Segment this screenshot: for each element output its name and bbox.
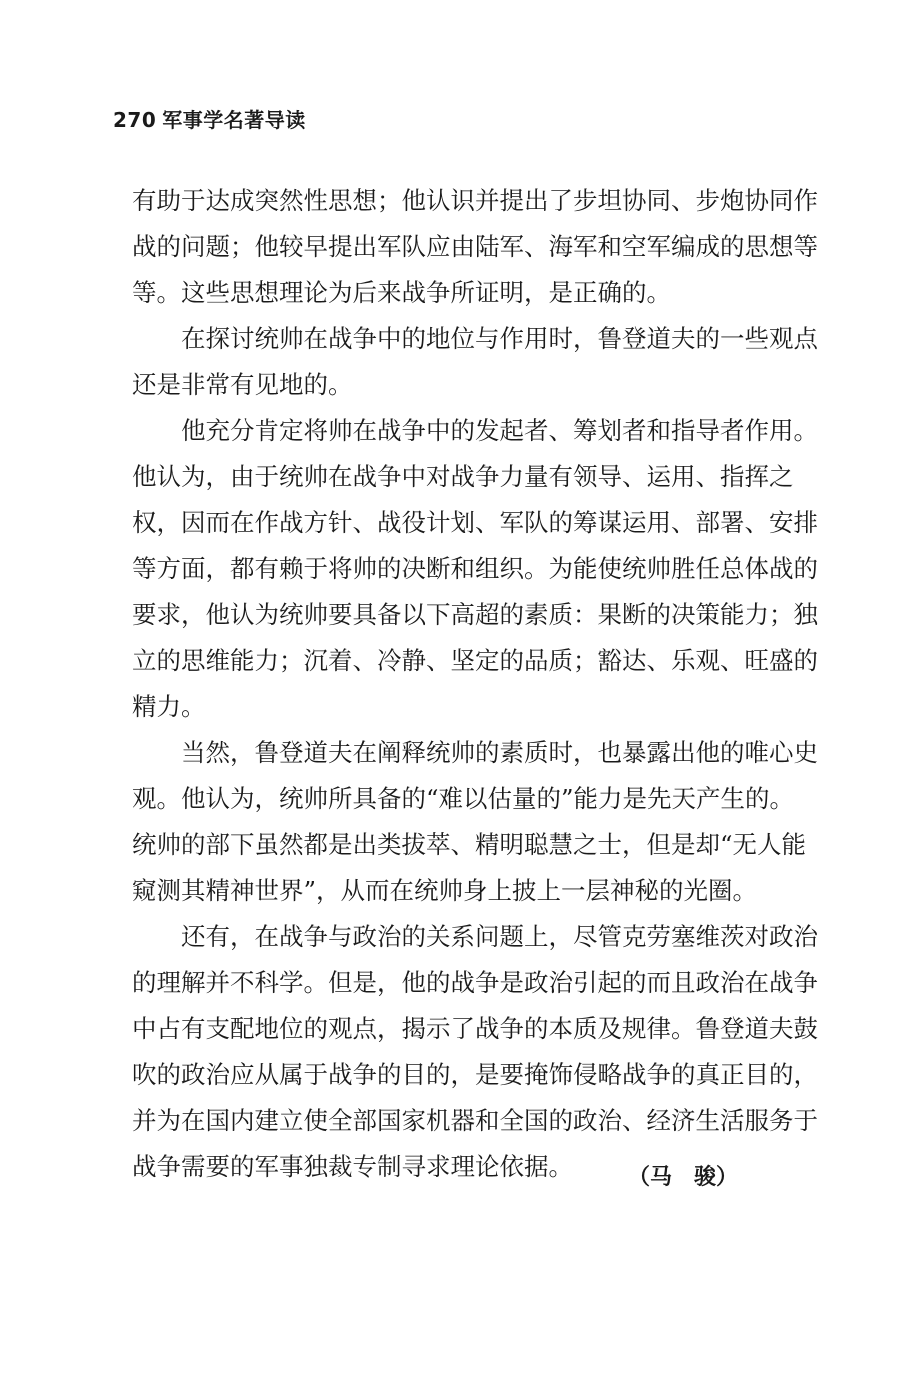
- text-line: 他认为，由于统帅在战争中对战争力量有领导、运用、指挥之: [132, 462, 794, 491]
- text-line: 吹的政治应从属于战争的目的，是要掩饰侵略战争的真正目的，: [132, 1060, 818, 1089]
- text-line: 并为在国内建立使全部国家机器和全国的政治、经济生活服务于: [132, 1106, 818, 1135]
- text-line: 还有，在战争与政治的关系问题上，尽管克劳塞维茨对政治: [132, 922, 818, 951]
- text-line: 权，因而在作战方针、战役计划、军队的筹谋运用、部署、安排: [132, 508, 818, 537]
- text-line: 有助于达成突然性思想；他认识并提出了步坦协同、步炮协同作: [132, 186, 818, 215]
- author-signature: （马 骏）: [628, 1165, 739, 1190]
- text-line: 观。他认为，统帅所具备的“难以估量的”能力是先天产生的。: [132, 784, 795, 813]
- text-line: 的理解并不科学。但是，他的战争是政治引起的而且政治在战争: [132, 968, 818, 997]
- page-number: 270: [113, 108, 157, 132]
- text-line: 窥测其精神世界”，从而在统帅身上披上一层神秘的光圈。: [132, 876, 758, 905]
- text-line: 还是非常有见地的。: [132, 370, 353, 399]
- text-line: 在探讨统帅在战争中的地位与作用时，鲁登道夫的一些观点: [132, 324, 818, 353]
- text-line: 等。这些思想理论为后来战争所证明，是正确的。: [132, 278, 671, 307]
- book-title: 军事学名著导读: [162, 108, 306, 132]
- text-line: 当然，鲁登道夫在阐释统帅的素质时，也暴露出他的唯心史: [132, 738, 818, 767]
- text-line: 立的思维能力；沉着、冷静、坚定的品质；豁达、乐观、旺盛的: [132, 646, 818, 675]
- text-line: 战的问题；他较早提出军队应由陆军、海军和空军编成的思想等: [132, 232, 818, 261]
- text-line: 他充分肯定将帅在战争中的发起者、筹划者和指导者作用。: [132, 416, 818, 445]
- text-line: 统帅的部下虽然都是出类拔萃、精明聪慧之士，但是却“无人能: [132, 830, 807, 859]
- text-line: 战争需要的军事独裁专制寻求理论依据。: [132, 1152, 573, 1181]
- body-text: [132, 178, 818, 1190]
- text-line: 要求，他认为统帅要具备以下高超的素质：果断的决策能力；独: [132, 600, 818, 629]
- text-line: 中占有支配地位的观点，揭示了战争的本质及规律。鲁登道夫鼓: [132, 1014, 818, 1043]
- text-line: 等方面，都有赖于将帅的决断和组织。为能使统帅胜任总体战的: [132, 554, 818, 583]
- running-head: [113, 104, 306, 133]
- text-line: 精力。: [132, 692, 206, 721]
